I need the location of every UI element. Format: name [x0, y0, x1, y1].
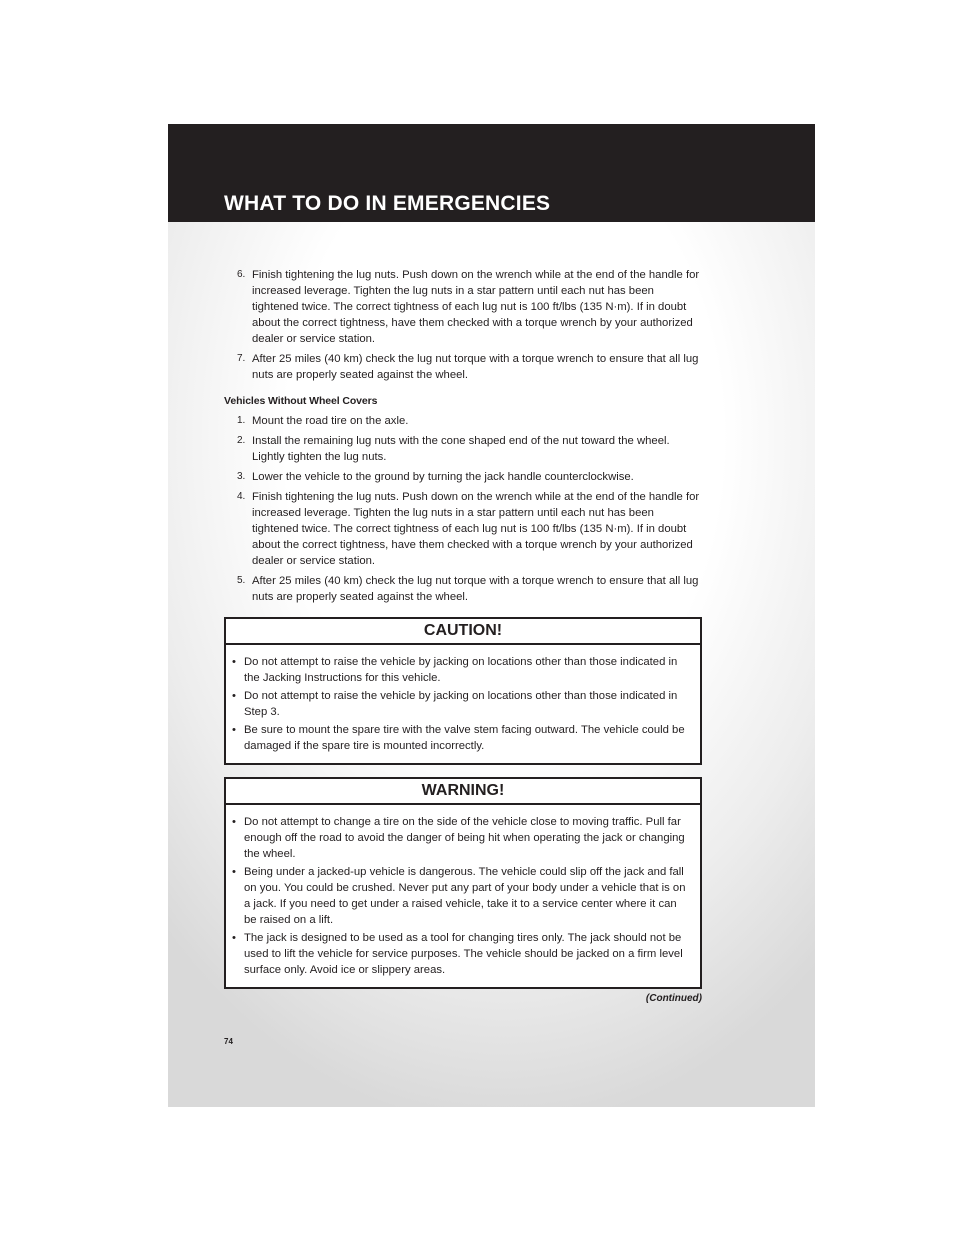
- bullet-icon: •: [232, 932, 236, 944]
- bullet-icon: •: [232, 816, 236, 828]
- caution-text: Be sure to mount the spare tire with the valve stem facing outward. The vehicle could be damaged if the spare tire is mounted incorrectly.: [244, 724, 685, 752]
- step-text: Finish tightening the lug nuts. Push down on the wrench while at the end of the handle for increased leverage. Tighten the lug nuts in a star pattern until each nut has been tightened twice. The correct tightness of each lug nut is 100 ft/lbs (135 N·m). If in doubt about the correct tightness, have them checked with a torque wrench by your authorized dealer or service station.: [252, 269, 700, 345]
- caution-text: Do not attempt to raise the vehicle by jacking on locations other than those indicated in Step 3.: [244, 690, 678, 718]
- page-number: 74: [224, 1037, 233, 1046]
- step-text: After 25 miles (40 km) check the lug nut torque with a torque wrench to ensure that all lug nuts are properly seated against the wheel.: [252, 353, 699, 381]
- list-item: [224, 469, 702, 485]
- warning-text: Do not attempt to change a tire on the side of the vehicle close to moving traffic. Pull far enough off the road to avoid the danger of being hit when operating the jack or changing the wheel.: [244, 816, 685, 860]
- bullet-icon: •: [232, 724, 236, 736]
- step-number: 1.: [237, 415, 246, 426]
- list-item: [232, 688, 690, 720]
- page-content: [224, 267, 702, 1007]
- step-number: 3.: [237, 471, 246, 482]
- caution-list: [226, 645, 700, 763]
- warning-text: Being under a jacked-up vehicle is dangerous. The vehicle could slip off the jack and fall on you. You could be crushed. Never put any part of your body under a vehicle that is on a jack. If you need to get under a raised vehicle, take it to a service center where it can be raised on a lift.: [244, 866, 686, 926]
- step-number: 7.: [237, 353, 246, 364]
- step-text: Finish tightening the lug nuts. Push down on the wrench while at the end of the handle for increased leverage. Tighten the lug nuts in a star pattern until each nut has been tightened twice. The correct tightness of each lug nut is 100 ft/lbs (135 N·m). If in doubt about the correct tightness, have them checked with a torque wrench by your authorized dealer or service station.: [252, 491, 700, 567]
- step-number: 5.: [237, 575, 246, 586]
- list-item: [224, 267, 702, 347]
- list-item: [224, 413, 702, 429]
- warning-box: [224, 777, 702, 989]
- step-text: Mount the road tire on the axle.: [252, 415, 409, 427]
- step-number: 4.: [237, 491, 246, 502]
- manual-page: [168, 124, 815, 1107]
- step-number: 6.: [237, 269, 246, 280]
- list-item: [232, 864, 690, 928]
- warning-text: The jack is designed to be used as a tool for changing tires only. The jack should not be used to lift the vehicle for service purposes. The vehicle should be jacked on a firm level surface only. Avoid ice or slippery areas.: [244, 932, 683, 976]
- caution-text: Do not attempt to raise the vehicle by jacking on locations other than those indicated in the Jacking Instructions for this vehicle.: [244, 656, 678, 684]
- list-item: [224, 573, 702, 605]
- warning-list: [226, 805, 700, 987]
- list-item: [224, 351, 702, 383]
- step-text: Install the remaining lug nuts with the cone shaped end of the nut toward the wheel. Lightly tighten the lug nuts.: [252, 435, 670, 463]
- list-item: [232, 722, 690, 754]
- list-item: [232, 654, 690, 686]
- caution-title: CAUTION!: [226, 619, 700, 645]
- section-title: WHAT TO DO IN EMERGENCIES: [224, 192, 551, 215]
- intro-steps-list: [224, 267, 702, 383]
- bullet-icon: •: [232, 690, 236, 702]
- list-item: [224, 433, 702, 465]
- list-item: [224, 489, 702, 569]
- list-item: [232, 930, 690, 978]
- warning-title: WARNING!: [226, 779, 700, 805]
- step-text: Lower the vehicle to the ground by turning the jack handle counterclockwise.: [252, 471, 634, 483]
- step-text: After 25 miles (40 km) check the lug nut torque with a torque wrench to ensure that all lug nuts are properly seated against the wheel.: [252, 575, 699, 603]
- section-steps-list: [224, 413, 702, 605]
- section-header: [168, 124, 815, 222]
- continued-note: (Continued): [645, 993, 702, 1004]
- bullet-icon: •: [232, 656, 236, 668]
- list-item: [232, 814, 690, 862]
- bullet-icon: •: [232, 866, 236, 878]
- caution-box: [224, 617, 702, 765]
- section-heading: Vehicles Without Wheel Covers: [224, 395, 378, 407]
- step-number: 2.: [237, 435, 246, 446]
